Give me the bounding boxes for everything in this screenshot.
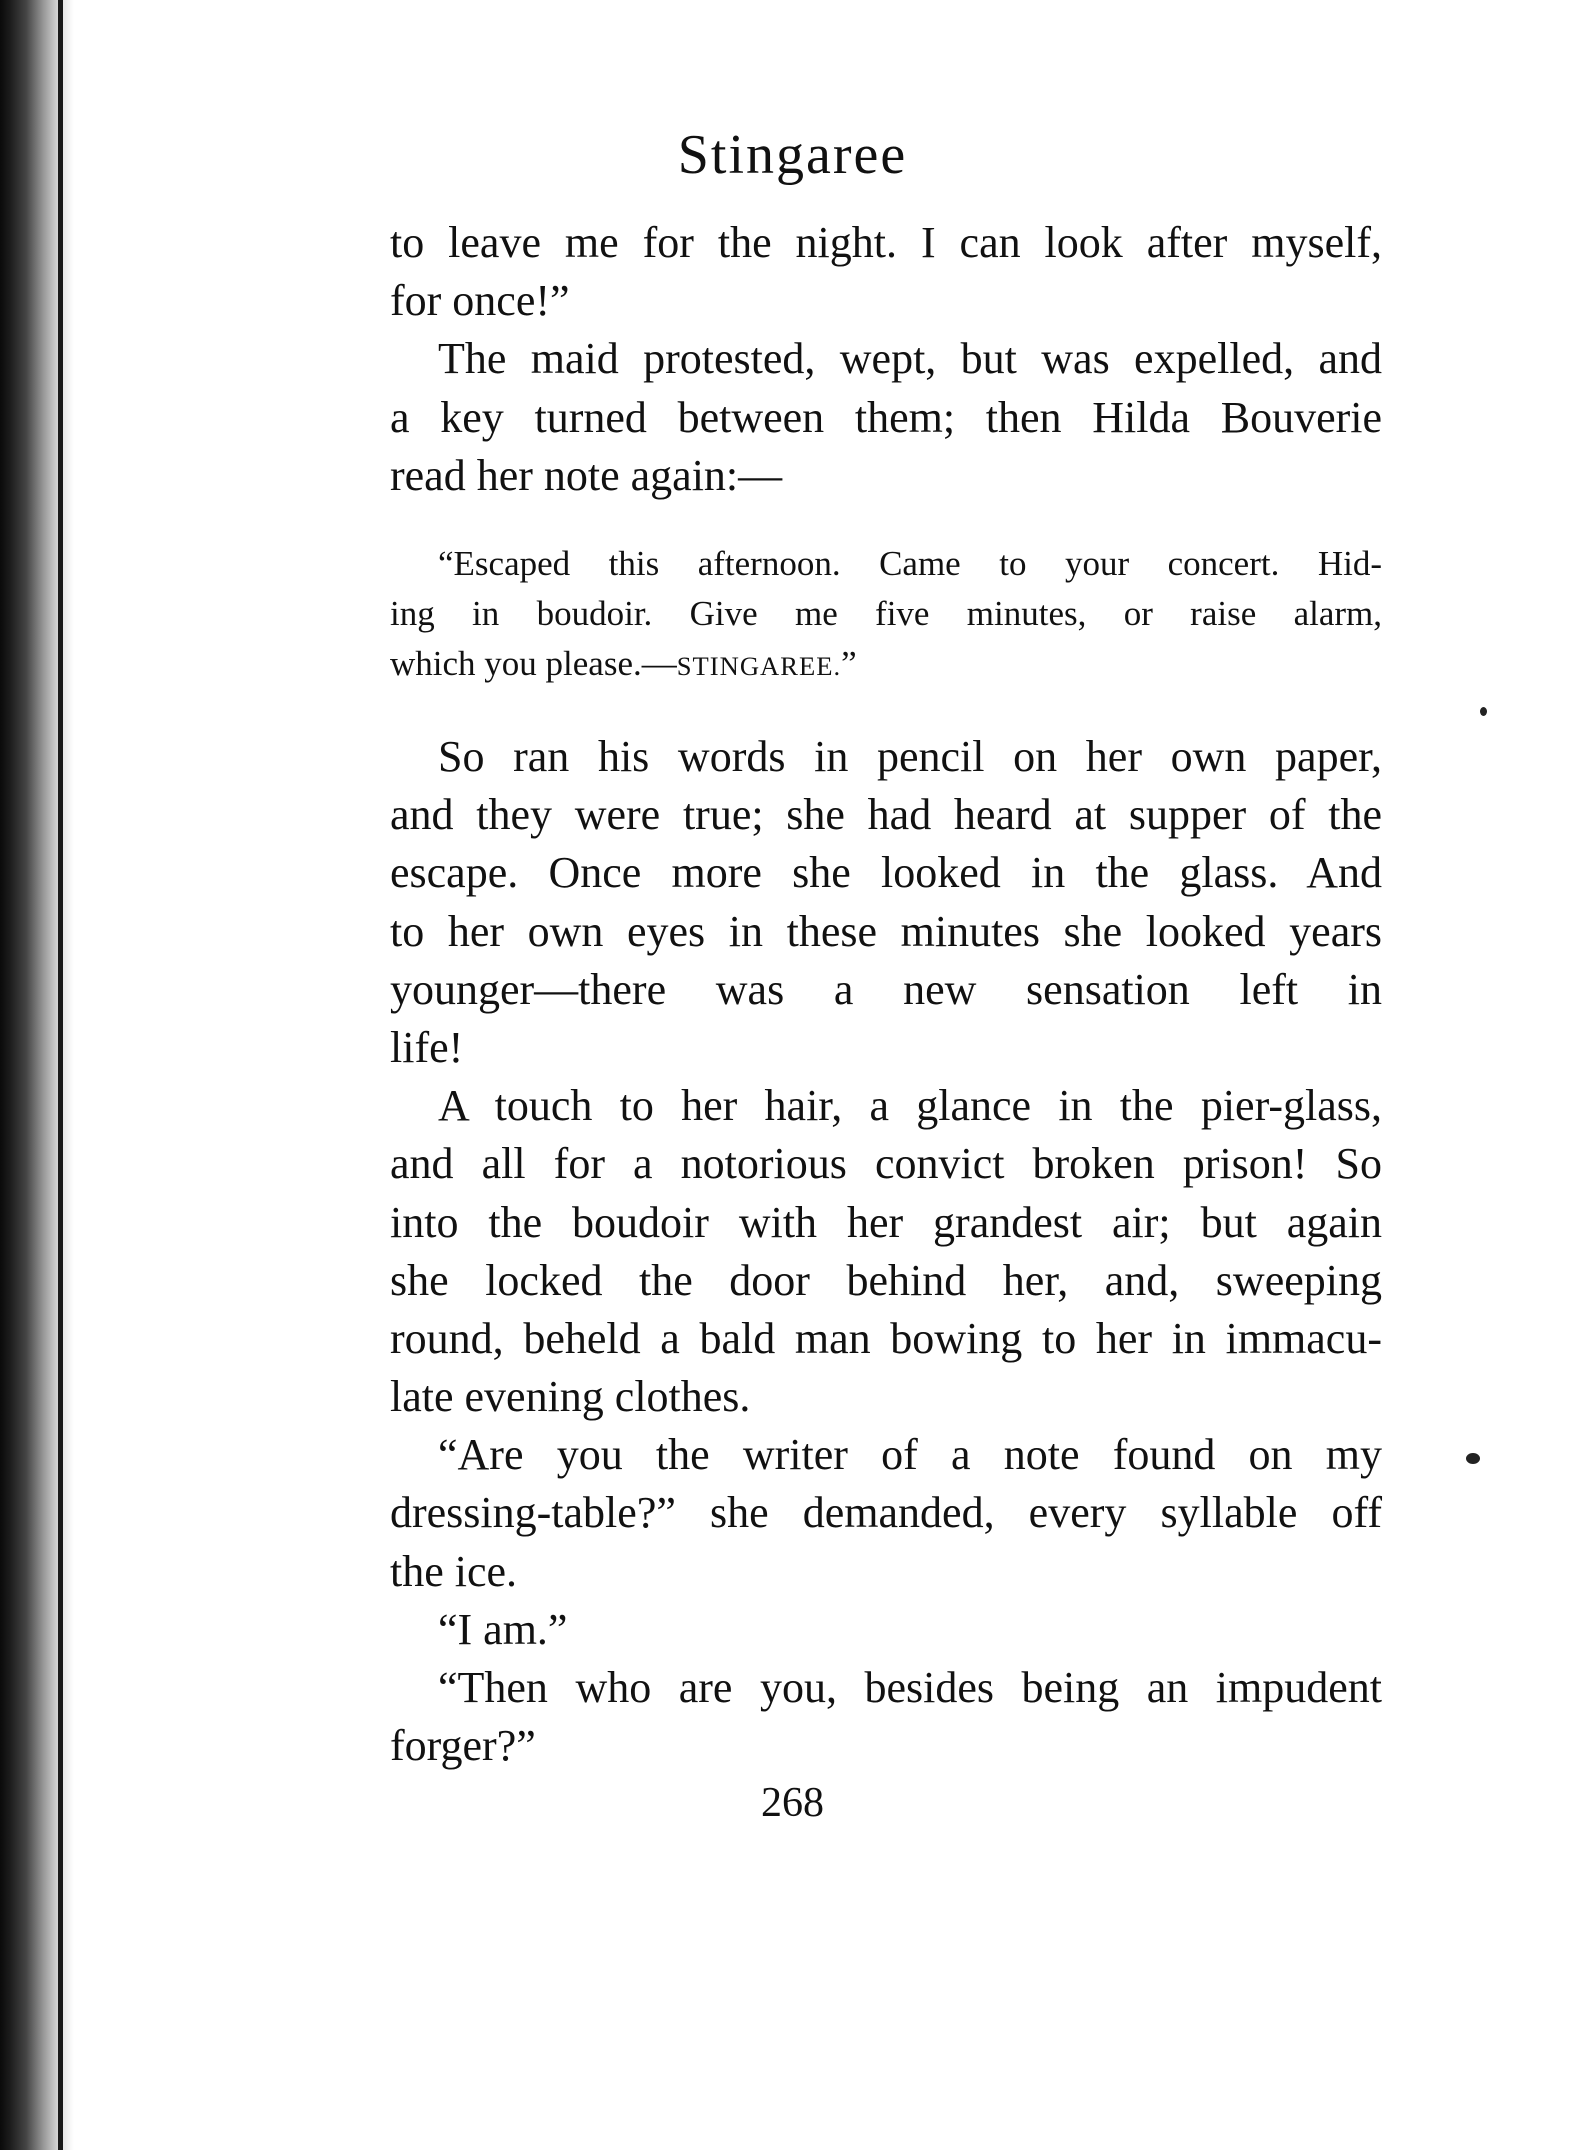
note-line: ing in boudoir. Give me five minutes, or raise alarm, (390, 594, 1382, 633)
running-head: Stingaree (677, 124, 908, 186)
text-line: dressing-table?” she demanded, every syllable off (390, 1488, 1382, 1538)
paragraph-first-line: “Then who are you, besides being an impudent (438, 1663, 1382, 1712)
paragraph-first-line: A touch to her hair, a glance in the pier-glass, (438, 1081, 1382, 1131)
text-line: to her own eyes in these minutes she looked years (390, 906, 1382, 956)
body-text-lower (390, 728, 1382, 1775)
text-line: the ice. (390, 1546, 518, 1596)
text-line: forger?” (390, 1721, 536, 1771)
text-line: late evening clothes. (390, 1372, 751, 1422)
note-signature: STINGAREE. (676, 651, 842, 681)
text-line: she locked the door behind her, and, sweeping (390, 1255, 1382, 1305)
text-line: and they were true; she had heard at supper of the (390, 790, 1382, 840)
paragraph-first-line: “I am.” (438, 1604, 568, 1654)
text-line: into the boudoir with her grandest air; but again (390, 1197, 1382, 1247)
paragraph-first-line: The maid protested, wept, but was expelled, and (438, 334, 1382, 384)
text-line: round, beheld a bald man bowing to her in immacu- (390, 1313, 1382, 1363)
ink-speck (1480, 707, 1487, 716)
note-line (390, 639, 1382, 689)
page-number: 268 (761, 1780, 824, 1826)
body-text-upper (390, 214, 1382, 505)
text-line: life! (390, 1022, 464, 1072)
note-line-text: which you please.— (390, 644, 677, 683)
text-line: read her note again:— (390, 450, 783, 500)
quoted-note (390, 539, 1382, 689)
paragraph-first-line: So ran his words in pencil on her own paper, (438, 732, 1382, 781)
paragraph-first-line: “Are you the writer of a note found on my (438, 1430, 1382, 1480)
text-line: and all for a notorious convict broken prison! So (390, 1139, 1382, 1189)
text-line: escape. Once more she looked in the glass. And (390, 848, 1382, 898)
text-line: younger—there was a new sensation left in (390, 964, 1382, 1014)
text-line: a key turned between them; then Hilda Bouverie (390, 392, 1382, 442)
text-line: for once!” (390, 276, 570, 326)
note-closing-quote: ” (841, 644, 857, 683)
ink-speck (1466, 1453, 1480, 1464)
note-line: “Escaped this afternoon. Came to your concert. Hid- (438, 544, 1382, 583)
text-line: to leave me for the night. I can look after myself, (390, 218, 1382, 267)
